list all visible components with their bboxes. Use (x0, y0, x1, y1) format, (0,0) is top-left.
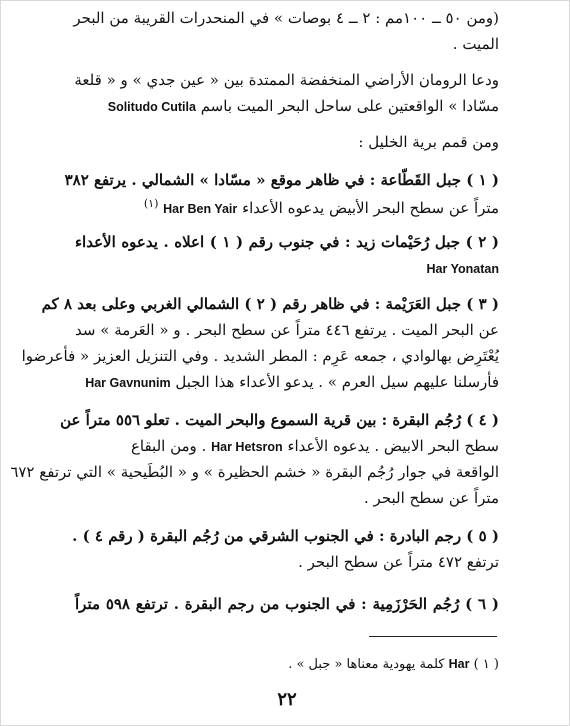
entry-1-line-2-arabic: متراً عن سطح البحر الأبيض يدعوه الأعداء (242, 199, 499, 217)
text-line-3: ودعا الرومان الأراضي المنخفضة الممتدة بين « عين جدي » و « قلعة (74, 71, 499, 89)
page-number: ٢٢ (277, 689, 297, 710)
entry-4-line-2-arabic: سطح البحر الابيض . يدعوه الأعداء (287, 437, 499, 455)
entry-2-line-2 (75, 257, 499, 280)
footnote-text: كلمة يهودية معناها « جبل » . (288, 657, 445, 672)
footnote-marker: ( ١ ) (473, 657, 499, 672)
text-line-1: (ومن ٥٠ ــ ١٠٠مم : ٢ ــ ٤ بوصات » في المنحدرات القريبة من البحر (73, 9, 499, 27)
entry-2-line-1: ( ٢ ) جبل رُحَيْمات زيد : في جنوب رقم ( ١ ) اعلاه . يدعوه الأعداء (75, 233, 499, 251)
entry-4-line-2-tail: . ومن البقاع (130, 437, 207, 455)
entry-3-line-1: ( ٣ ) جبل العَرَيْمة : في ظاهر رقم ( ٢ ) الشمالي الغربي وعلى بعد ٨ كم (41, 295, 499, 313)
footnote-reference: (١) (143, 197, 159, 210)
entry-4-line-2 (75, 435, 499, 458)
latin-solitudo-cutila: Solitudo Cutila (107, 100, 196, 114)
footnote (75, 653, 499, 676)
text-line-5: ومن قمم برية الخليل : (358, 133, 499, 151)
footnote-divider (369, 636, 497, 637)
footnote-latin-har: Har (448, 657, 470, 671)
text-line-2: الميت . (452, 35, 499, 53)
entry-5-line-2: ترتفع ٤٧٢ متراً عن سطح البحر . (298, 553, 499, 571)
latin-har-gavnunim: Har Gavnunim (85, 376, 171, 390)
entry-5-line-1: ( ٥ ) رجم البادرة : في الجنوب الشرقي من رُجُم البقرة ( رقم ٤ ) . (72, 527, 499, 545)
latin-har-hetsron: Har Hetsron (211, 440, 283, 454)
entry-6-line-1: ( ٦ ) رُجُم الحَرْزَمِية : في الجنوب من رجم البقرة . ترتفع ٥٩٨ متراً (75, 595, 500, 613)
entry-3-line-4 (75, 371, 499, 394)
entry-4-line-1: ( ٤ ) رُجُم البقرة : بين قرية السموع والبحر الميت . تعلو ٥٥٦ متراً عن (60, 411, 499, 429)
entry-1-line-2 (75, 193, 499, 220)
entry-4-line-3: الواقعة في جوار رُجُم البقرة « خشم الحظيرة » و « البُطَيحية » التي ترتفع ٦٧٢ (10, 463, 499, 481)
text-line-4 (75, 95, 499, 118)
latin-har-ben-yair: Har Ben Yair (163, 202, 238, 216)
text-line-4-arabic: مسّادا » الواقعتين على ساحل البحر الميت باسم (200, 97, 499, 115)
entry-4-line-4: متراً عن سطح البحر . (364, 489, 499, 507)
latin-har-yonatan: Har Yonatan (426, 262, 499, 276)
entry-3-line-3: يُعْتَرِض بهالوادي ، جمعه عَرِم : المطر الشديد . وفي التنزيل العزيز « فأعرضوا (21, 347, 499, 365)
entry-3-line-2: عن البحر الميت . يرتفع ٤٤٦ متراً عن سطح البحر . و « العَرمة » سد (75, 321, 499, 339)
entry-1-line-1: ( ١ ) جبل القَطّاعة : في ظاهر موقع « مسّادا » الشمالي . يرتفع ٣٨٢ (64, 171, 499, 189)
entry-3-line-4-arabic: فأرسلنا عليهم سيل العرم » . يدعو الأعداء هذا الجبل (175, 373, 499, 391)
